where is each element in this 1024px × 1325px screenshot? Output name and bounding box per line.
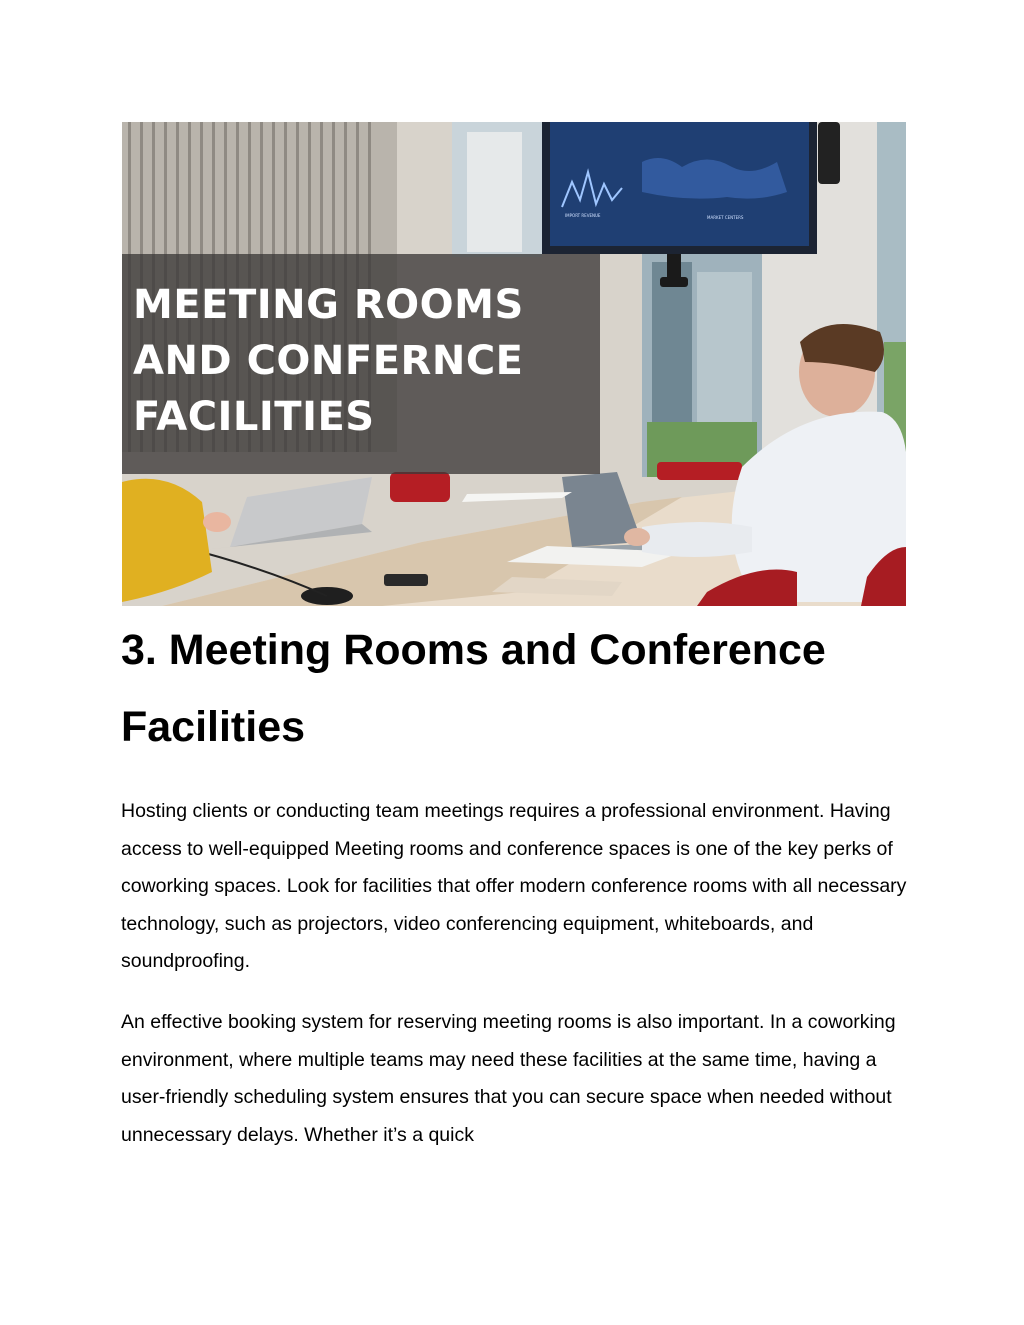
screen-label-right: MARKET CENTERS bbox=[707, 215, 744, 220]
banner-line-3: FACILITIES bbox=[133, 394, 375, 440]
banner-line-2: AND CONFERNCE bbox=[133, 338, 524, 384]
body-paragraph-1: Hosting clients or conducting team meetings requires a professional environment. Having access to well-equipped Meeting rooms and conference spaces is one of the key perks of coworking spaces. Look for facilities that offer modern conference rooms with all necessary technology, such as projectors, video conferencing equipment, whiteboards, and soundproofing. bbox=[121, 800, 907, 972]
banner-line-1: MEETING ROOMS bbox=[133, 282, 524, 328]
body-paragraph-2: An effective booking system for reserving meeting rooms is also important. In a coworking environment, where multiple teams may need these facilities at the same time, having a user-friendly scheduling system ensures that you can secure space when needed without unnecessary delays. Whether it’s a quick bbox=[121, 1011, 896, 1146]
section-heading: 3. Meeting Rooms and Conference Facilities bbox=[121, 626, 826, 751]
screen-label-left: IMPORT REVENUE bbox=[565, 213, 601, 218]
meeting-room-photo bbox=[122, 122, 906, 606]
image-title-banner bbox=[122, 254, 600, 474]
